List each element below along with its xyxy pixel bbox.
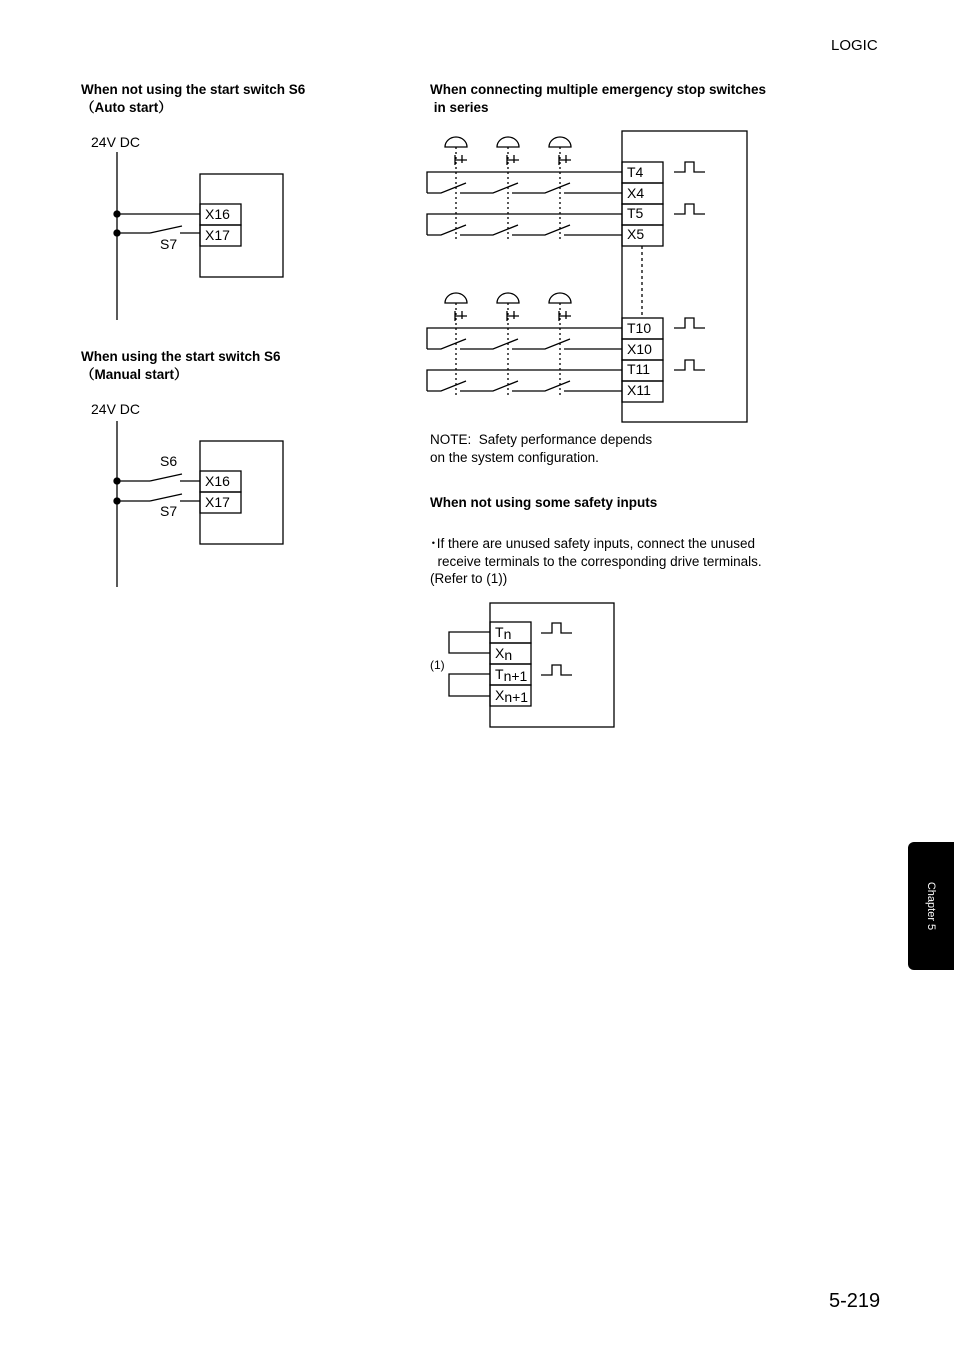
terminal-label: Tn <box>495 624 512 642</box>
note-line: on the system configuration. <box>430 449 599 465</box>
terminal-label: T4 <box>627 164 644 180</box>
terminal-label: X16 <box>205 206 230 222</box>
heading-line: in series <box>430 100 489 115</box>
terminal-label: T11 <box>627 361 651 377</box>
heading-line: When using the start switch S6 <box>81 349 281 364</box>
terminal-label: X10 <box>627 341 652 357</box>
chapter-tab-label: Chapter 5 <box>925 881 937 931</box>
switch-label: S7 <box>160 236 178 252</box>
supply-label: 24V DC <box>91 401 141 417</box>
chapter-tab <box>908 842 954 970</box>
supply-label: 24V DC <box>91 134 141 150</box>
terminal-label: X16 <box>205 473 230 489</box>
text-line: receive terminals to the corresponding drive terminals. <box>430 553 762 569</box>
terminal-label: T10 <box>627 320 652 336</box>
terminal-label: X5 <box>627 226 645 242</box>
note-line: NOTE: Safety performance depends <box>430 432 653 447</box>
terminal-label: Xn <box>495 645 513 663</box>
page-header: LOGIC <box>831 37 878 54</box>
text-line: ･If there are unused safety inputs, connect the unused <box>430 536 755 551</box>
heading-line: （Auto start） <box>81 100 172 115</box>
reference-label: (1) <box>430 658 445 672</box>
terminal-label: X4 <box>627 185 645 201</box>
terminal-label: X17 <box>205 227 230 243</box>
heading-line: When not using the start switch S6 <box>81 82 306 97</box>
terminal-label: X11 <box>627 382 651 398</box>
switch-label: S7 <box>160 503 178 519</box>
switch-label: S6 <box>160 453 178 469</box>
terminal-label: Xn+1 <box>495 687 529 705</box>
terminal-label: T5 <box>627 205 644 221</box>
page-number: 5-219 <box>829 1290 881 1312</box>
section-heading-unused-inputs: When not using some safety inputs <box>430 495 658 510</box>
text-line: (Refer to (1)) <box>430 571 508 586</box>
heading-line: （Manual start） <box>81 367 188 382</box>
terminal-label: Tn+1 <box>495 666 528 684</box>
heading-line: When connecting multiple emergency stop switches <box>430 82 767 97</box>
terminal-label: X17 <box>205 494 230 510</box>
